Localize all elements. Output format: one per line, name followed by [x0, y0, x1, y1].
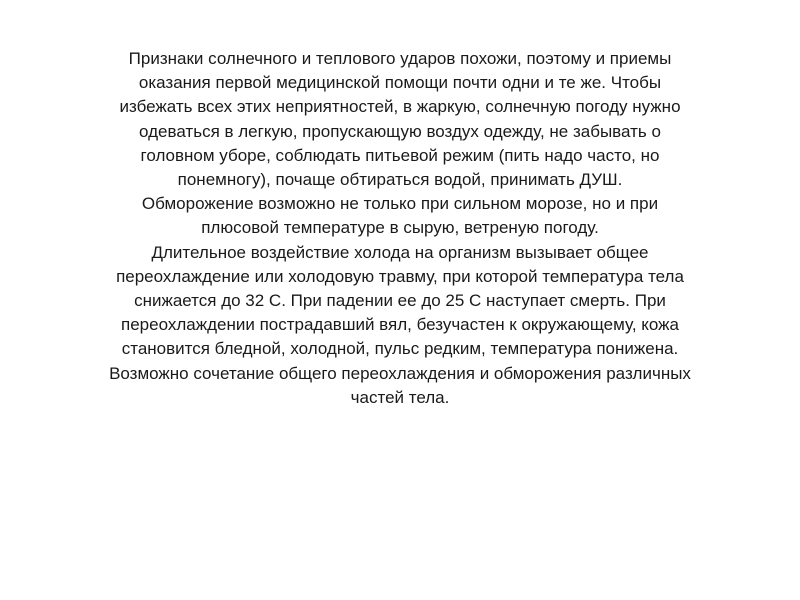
- body-text: [50, 47, 750, 410]
- text-line: снижается до 32 С. При падении ее до 25 С наступает смерть. При: [134, 291, 666, 311]
- text-line: Обморожение возможно не только при сильном морозе, но и при: [141, 194, 659, 214]
- text-line: переохлаждение или холодовую травму, при которой температура тела: [116, 266, 684, 286]
- text-line: понемногу), почаще обтираться водой, принимать ДУШ.: [177, 170, 623, 190]
- text-line: Признаки солнечного и теплового ударов похожи, поэтому и приемы: [128, 49, 672, 68]
- text-line: переохлаждении пострадавший вял, безучастен к окружающему, кожа: [121, 315, 679, 335]
- text-line: Возможно сочетание общего переохлаждения и обморожения различных: [109, 363, 691, 383]
- text-line: Длительное воздействие холода на организм вызывает общее: [151, 242, 649, 262]
- text-line: плюсовой температуре в сырую, ветреную погоду.: [201, 218, 599, 238]
- text-line: головном уборе, соблюдать питьевой режим (пить надо часто, но: [140, 145, 660, 165]
- text-line: частей тела.: [350, 387, 450, 407]
- text-line: избежать всех этих неприятностей, в жаркую, солнечную погоду нужно: [119, 97, 681, 117]
- text-line: одеваться в легкую, пропускающую воздух одежду, не забывать о: [139, 121, 661, 141]
- text-line: становится бледной, холодной, пульс редким, температура понижена.: [121, 339, 679, 359]
- text-line: оказания первой медицинской помощи почти одни и те же. Чтобы: [138, 73, 662, 93]
